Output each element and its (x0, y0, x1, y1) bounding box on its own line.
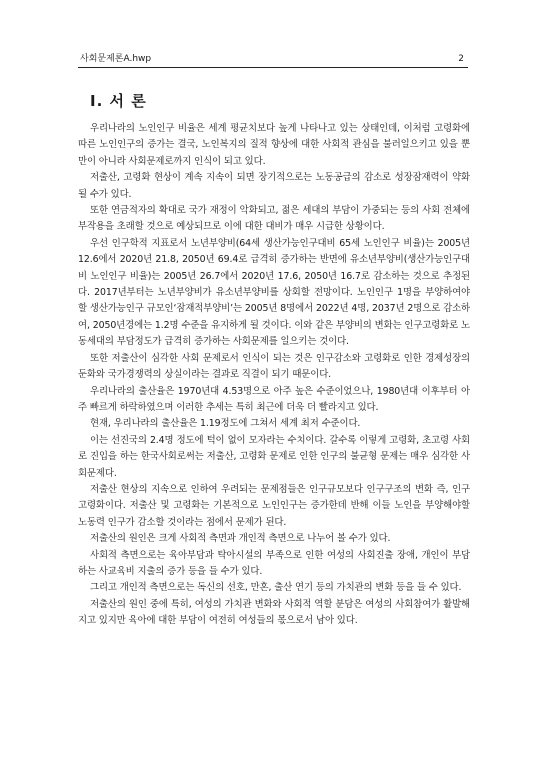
paragraph: 또한 연금적자의 확대로 국가 재정이 악화되고, 젊은 세대의 부담이 가중되는 등의 사회 전체에 부작용을 초래할 것으로 예상되므로 이에 대한 대비가 매우 시급한 상황이다. (78, 205, 470, 233)
paragraph: 현재, 우리나라의 출산율은 1.19정도에 그쳐서 세계 최저 수준이다. (90, 418, 361, 430)
document-body (78, 121, 470, 630)
paragraph: 이는 선진국의 2.4명 정도에 턱이 없이 모자라는 수치이다. 갈수록 이렇게 고령화, 초고령 사회로 진입을 하는 한국사회로써는 저출산, 고령화 문제로 인한 인구의 불균형 문제는 매우 심각한 사회문제다. (78, 434, 470, 479)
header-page-number: 2 (458, 54, 464, 64)
paragraph: 저출산 현상의 지속으로 인하여 우려되는 문제점들은 인구규모보다 인구구조의 변화 즉, 인구고령화이다. 저출산 및 고령화는 기본적으로 노인인구는 증가한데 반해 이들 노인을 부양해야할 노동력 인구가 감소할 것이라는 점에서 문제가 된다. (78, 483, 470, 528)
page-header (78, 52, 468, 66)
header-divider (78, 67, 468, 68)
paragraph: 저출산, 고령화 현상이 계속 지속이 되면 장기적으로는 노동공급의 감소로 성장잠재력이 약화될 수가 있다. (78, 172, 470, 200)
paragraph: 우리나라의 노인인구 비율은 세계 평균치보다 높게 나타나고 있는 상태인데, 이처럼 고령화에 따른 노인인구의 증가는 결국, 노인복지의 질적 향상에 대한 사회적 관심을 불러일으키고 있을 뿐만이 아니라 사회문제로까지 인식이 되고 있다. (78, 123, 470, 167)
header-filename: 사회문제론A.hwp (80, 54, 152, 64)
paragraph: 저출산의 원인 중에 특히, 여성의 가치관 변화와 사회적 역할 분담은 여성의 사회참여가 활발해지고 있지만 육아에 대한 부담이 여전히 여성들의 몫으로서 남아 있다. (78, 598, 470, 627)
paragraph: 또한 저출산이 심각한 사회 문제로서 인식이 되는 것은 인구감소와 고령화로 인한 경제성장의 둔화와 국가경쟁력의 상실이라는 결과로 직결이 되기 때문이다. (78, 352, 470, 381)
paragraph: 우리나라의 출산율은 1970년대 4.53명으로 아주 높은 수준이었으나, 1980년대 이후부터 아주 빠르게 하락하였으며 이러한 추세는 특히 최근에 더욱 더 빨라지고 있다. (78, 385, 470, 413)
paragraph: 그리고 개인적 측면으로는 독신의 선호, 만혼, 출산 연기 등의 가치관의 변화 등을 들 수 있다. (90, 582, 462, 594)
section-title: Ⅰ. 서 론 (90, 92, 147, 110)
paragraph: 저출산의 원인은 크게 사회적 측면과 개인적 측면으로 나누어 볼 수가 있다. (90, 533, 391, 545)
paragraph: 우선 인구학적 지표로서 노년부양비(64세 생산가능인구대비 65세 노인인구 비율)는 2005년 12.6에서 2020년 21.8, 2050년 69.4로 급격히 증가하는 반면에 유소년부양비(생산가능인구대비 노인인구 비율)는 2005년 26.7에서 2020년 17.6, 2050년 16.7로 감소하는 것으로 추정된다. 2017년부터는 노년부양비가 유소년부양비를 상회할 전망이다. 노인인구 1명을 부양하여야 할 생산가능인구 규모인‘잠재적부양비’는 2005년 8명에서 2022년 4명, 2037년 2명으로 감소하여, 2050년경에는 1.2명 수준을 유지하게 될 것이다. 이와 같은 부양비의 변화는 인구고령화로 노동세대의 부담정도가 급격히 증가하는 사회문제를 일으키는 것이다. (78, 237, 470, 348)
paragraph: 사회적 측면으로는 육아부담과 탁아시설의 부족으로 인한 여성의 사회진출 장애, 개인이 부담하는 사교육비 지출의 증가 등을 들 수가 있다. (78, 549, 470, 577)
